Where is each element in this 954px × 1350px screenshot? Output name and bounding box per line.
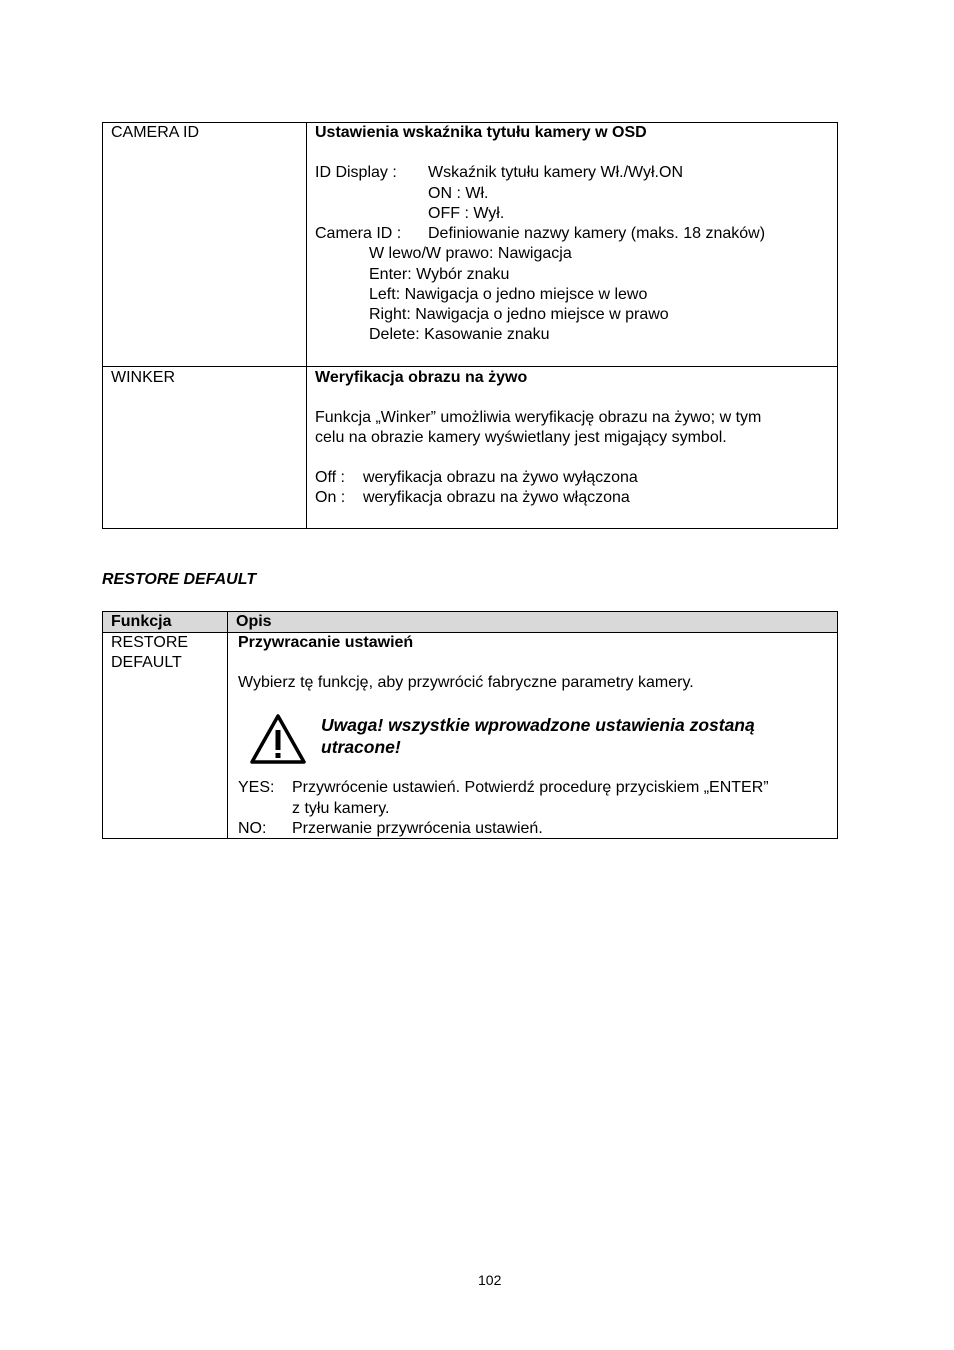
yes-desc-line: Przywrócenie ustawień. Potwierdź procedurę przyciskiem „ENTER” bbox=[292, 779, 769, 796]
warning-text-line: Uwaga! wszystkie wprowadzone ustawienia zostaną bbox=[321, 715, 755, 735]
camera-id-label: Camera ID : bbox=[315, 225, 402, 242]
restore-function-line: RESTORE bbox=[111, 634, 189, 651]
nav-line: Left: Nawigacja o jedno miejsce w lewo bbox=[369, 286, 648, 303]
table-row-divider bbox=[102, 366, 838, 367]
nav-line: Right: Nawigacja o jedno miejsce w prawo bbox=[369, 306, 669, 323]
nav-line: Enter: Wybór znaku bbox=[369, 266, 510, 283]
header-function: Funkcja bbox=[111, 613, 172, 630]
header-description: Opis bbox=[236, 613, 272, 630]
camera-id-function-cell: CAMERA ID bbox=[111, 124, 200, 141]
no-desc: Przerwanie przywrócenia ustawień. bbox=[292, 820, 543, 837]
warning-text-line: utracone! bbox=[321, 737, 401, 757]
nav-line: Delete: Kasowanie znaku bbox=[369, 326, 550, 343]
winker-desc-line: Funkcja „Winker” umożliwia weryfikację obrazu na żywo; w tym bbox=[315, 409, 762, 426]
camera-id-title: Ustawienia wskaźnika tytułu kamery w OSD bbox=[315, 124, 647, 141]
winker-off-label: Off : bbox=[315, 469, 345, 486]
no-label: NO: bbox=[238, 820, 267, 837]
page-number: 102 bbox=[478, 1272, 502, 1288]
nav-line: W lewo/W prawo: Nawigacja bbox=[369, 245, 572, 262]
winker-off-desc: weryfikacja obrazu na żywo wyłączona bbox=[363, 469, 638, 486]
restore-intro: Wybierz tę funkcję, aby przywrócić fabryczne parametry kamery. bbox=[238, 674, 694, 691]
id-display-off-option: OFF : Wył. bbox=[428, 205, 505, 222]
winker-title: Weryfikacja obrazu na żywo bbox=[315, 369, 528, 386]
id-display-label: ID Display : bbox=[315, 164, 397, 181]
restore-function-line: DEFAULT bbox=[111, 654, 182, 671]
winker-function-cell: WINKER bbox=[111, 369, 175, 386]
id-display-on-option: ON : Wł. bbox=[428, 185, 489, 202]
camera-id-desc: Definiowanie nazwy kamery (maks. 18 znaków) bbox=[428, 225, 766, 242]
id-display-desc: Wskaźnik tytułu kamery Wł./Wył.ON bbox=[428, 164, 683, 181]
table-column-divider bbox=[227, 611, 228, 839]
winker-on-desc: weryfikacja obrazu na żywo włączona bbox=[363, 489, 630, 506]
winker-desc-line: celu na obrazie kamery wyświetlany jest migający symbol. bbox=[315, 429, 727, 446]
section-heading: RESTORE DEFAULT bbox=[102, 571, 257, 588]
yes-desc-line: z tyłu kamery. bbox=[292, 800, 390, 817]
table-header-divider bbox=[102, 632, 838, 633]
warning-triangle-icon bbox=[249, 713, 307, 765]
restore-title: Przywracanie ustawień bbox=[238, 634, 414, 651]
yes-label: YES: bbox=[238, 779, 275, 796]
winker-on-label: On : bbox=[315, 489, 346, 506]
table-column-divider bbox=[306, 122, 307, 529]
